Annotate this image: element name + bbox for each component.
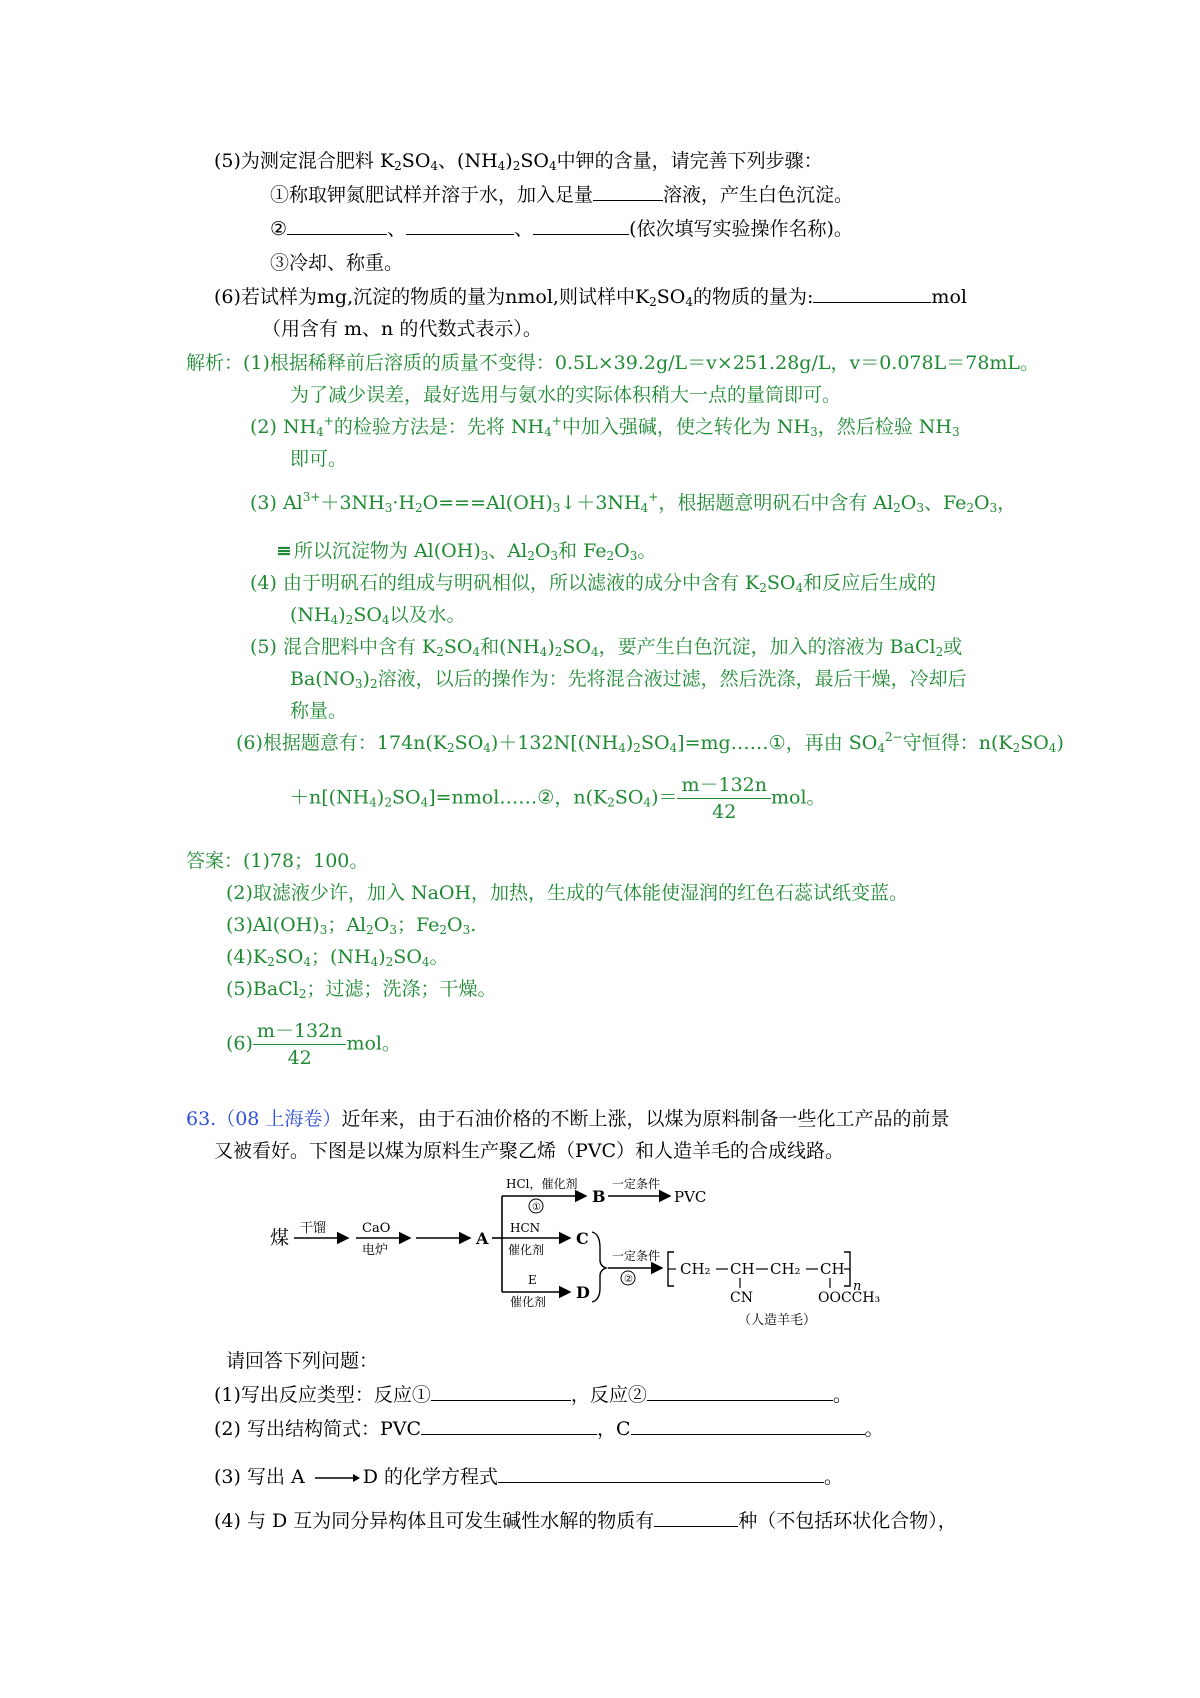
svg-text:催化剂: 催化剂 [508,1243,545,1257]
questions-intro: 请回答下列问题： [226,1350,379,1372]
svg-text:电炉: 电炉 [362,1243,389,1258]
svg-text:n: n [853,1279,862,1294]
analysis-p2b: 即可。 [290,448,348,470]
q63-line2: 又被看好。下图是以煤为原料生产聚乙烯（PVC）和人造羊毛的合成线路。 [214,1140,845,1162]
arrow-icon [313,1471,361,1485]
compound-A: A [476,1229,489,1248]
answer-blank[interactable] [813,284,931,303]
svg-text:HCl，催化剂: HCl，催化剂 [506,1177,578,1191]
answer-blank[interactable] [654,1508,738,1527]
q5-line1: (5)为测定混合肥料 $K_2SO_4$、$(NH_4)_2SO_4$中钾的含量，请完善下列步骤： [214,150,823,173]
wool-label: （人造羊毛） [738,1313,817,1328]
analysis-p5a: (5) 混合肥料中含有 $K_2SO_4$和$(NH_4)_2SO_4$，要产生白色沉淀，加入的溶液为 BaCl$_2$或 [250,636,963,659]
analysis-p2a: (2) $NH_4^+$的检验方法是：先将 $NH_4^+$中加入强碱，使之转化为 $NH_3$，然后检验 $NH_3$ [250,414,960,439]
answer-blank[interactable] [421,1416,597,1435]
svg-text:CN: CN [730,1290,753,1306]
question-2: (2) 写出结构简式：PVC ，C 。 [214,1418,884,1440]
question-3: (3) 写出 A D 的化学方程式 。 [214,1466,844,1488]
answer-blank[interactable] [593,182,663,201]
q63-line1: 63.（08 上海卷）近年来，由于石油价格的不断上涨，以煤为原料制备一些化工产品的前景 [186,1108,950,1130]
svg-text:CH₂: CH₂ [680,1260,711,1278]
svg-text:OOCCH₃: OOCCH₃ [818,1290,881,1306]
svg-text:一定条件: 一定条件 [612,1249,661,1263]
svg-text:E: E [528,1273,537,1287]
svg-text:催化剂: 催化剂 [510,1295,547,1309]
analysis-p1b: 为了减少误差，最好选用与氨水的实际体积稍大一点的量筒即可。 [290,384,842,406]
svg-text:CaO: CaO [362,1221,391,1236]
q5-line2: ①称取钾氮肥试样并溶于水，加入足量 溶液，产生白色沉淀。 [270,184,854,206]
analysis-p6a: (6)根据题意有：$174n(K_2SO_4)+132N[(NH_4)_2SO_4]=mg\dots\dots ①$，再由 $SO_4^{2-}$守恒得：$n(K_2SO_4)$ [236,730,1064,755]
analysis-p3a: (3) $Al^{3+}+3NH_3\cdot H_2O===Al(OH)_3↓+3NH_4^+$，根据题意明矾石中含有 $Al_2O_3$、$Fe_2O_3$， [250,490,1017,515]
q5-line3: ② 、 、 (依次填写实验操作名称)。 [270,218,853,240]
svg-text:HCN: HCN [510,1221,541,1235]
answer-label: 答案： [186,850,244,872]
pvc-label: PVC [674,1188,707,1206]
analysis-p6b: $+n[(NH_4)_2SO_4]=nmol\dots\dots ②$，$n(K_2SO_4)=$ $\frac{m-132n}{42}$ mol。 [290,774,826,823]
answer-blank[interactable] [533,216,629,235]
answer-a5: (5)BaCl$_2$；过滤；洗涤；干燥。 [226,978,497,1001]
q5-line4: ③冷却、称重。 [270,252,404,274]
answer-blank[interactable] [631,1416,865,1435]
svg-text:②: ② [624,1274,633,1285]
svg-text:CH: CH [820,1260,845,1278]
answer-a4: $(4)K_2SO_4$；$(NH_4)_2SO_4$。 [226,946,449,969]
q63-source: （08 上海卷） [216,1108,342,1130]
answer-a6: (6) $\frac{m-132n}{42}$ mol。 [226,1020,401,1069]
q6-line1: (6)若试样为mg,沉淀的物质的量为nmol,则试样中$K_2SO_4$的物质的量为: mol [214,286,967,309]
compound-D: D [576,1283,590,1302]
answer-blank[interactable] [498,1464,824,1483]
svg-text:CH: CH [730,1260,755,1278]
coal-label: 煤 [270,1227,290,1249]
question-4: (4) 与 D 互为同分异构体且可发生碱性水解的物质有 种（不包括环状化合物）， [214,1510,957,1532]
svg-text:干馏: 干馏 [300,1221,327,1236]
answer-a1: 答案：(1)78；100。 [186,850,369,872]
analysis-label: 解析： [186,352,244,374]
analysis-p4a: (4) 由于明矾石的组成与明矾相似，所以滤液的成分中含有 $K_2SO_4$和反应后生成的 [250,572,937,595]
analysis-p5c: 称量。 [290,700,348,722]
svg-text:一定条件: 一定条件 [612,1177,661,1191]
answer-blank[interactable] [431,1382,571,1401]
q63-number: 63. [186,1108,217,1130]
svg-text:CH₂: CH₂ [770,1260,801,1278]
synthesis-diagram [270,1170,950,1338]
equals-mark: ≡ [276,540,292,562]
analysis-p3b: ≡ 所以沉淀物为 $Al(OH)_3$、$Al_2O_3$和 $Fe_2O_3$。 [276,540,657,563]
answer-a3: $(3)Al(OH)_3$；$Al_2O_3$；$Fe_2O_3$. [226,914,477,937]
question-1: (1)写出反应类型：反应① ，反应② 。 [214,1384,852,1406]
analysis-p5b: $Ba(NO_3)_2$溶液，以后的操作为：先将混合液过滤，然后洗涤，最后干燥，冷却后 [290,668,967,691]
answer-a2: (2)取滤液少许，加入 NaOH，加热，生成的气体能使湿润的红色石蕊试纸变蓝。 [226,882,909,904]
compound-B: B [592,1187,606,1206]
compound-C: C [576,1229,589,1248]
brace [592,1232,606,1302]
fraction: $\frac{m-132n}{42}$ [253,1018,347,1071]
svg-text:①: ① [532,1202,541,1213]
answer-blank[interactable] [647,1382,833,1401]
answer-blank[interactable] [406,216,514,235]
answer-blank[interactable] [287,216,387,235]
fraction: $\frac{m-132n}{42}$ [677,772,771,825]
q6-line2: （用含有 m、n 的代数式表示）。 [262,318,542,340]
analysis-p4b: $(NH_4)_2SO_4$以及水。 [290,604,466,627]
analysis-p1a: 解析：(1)根据稀释前后溶质的质量不变得：0.5L×39.2g/L＝v×251.28g/L，v＝0.078L＝78mL。 [186,352,1040,374]
